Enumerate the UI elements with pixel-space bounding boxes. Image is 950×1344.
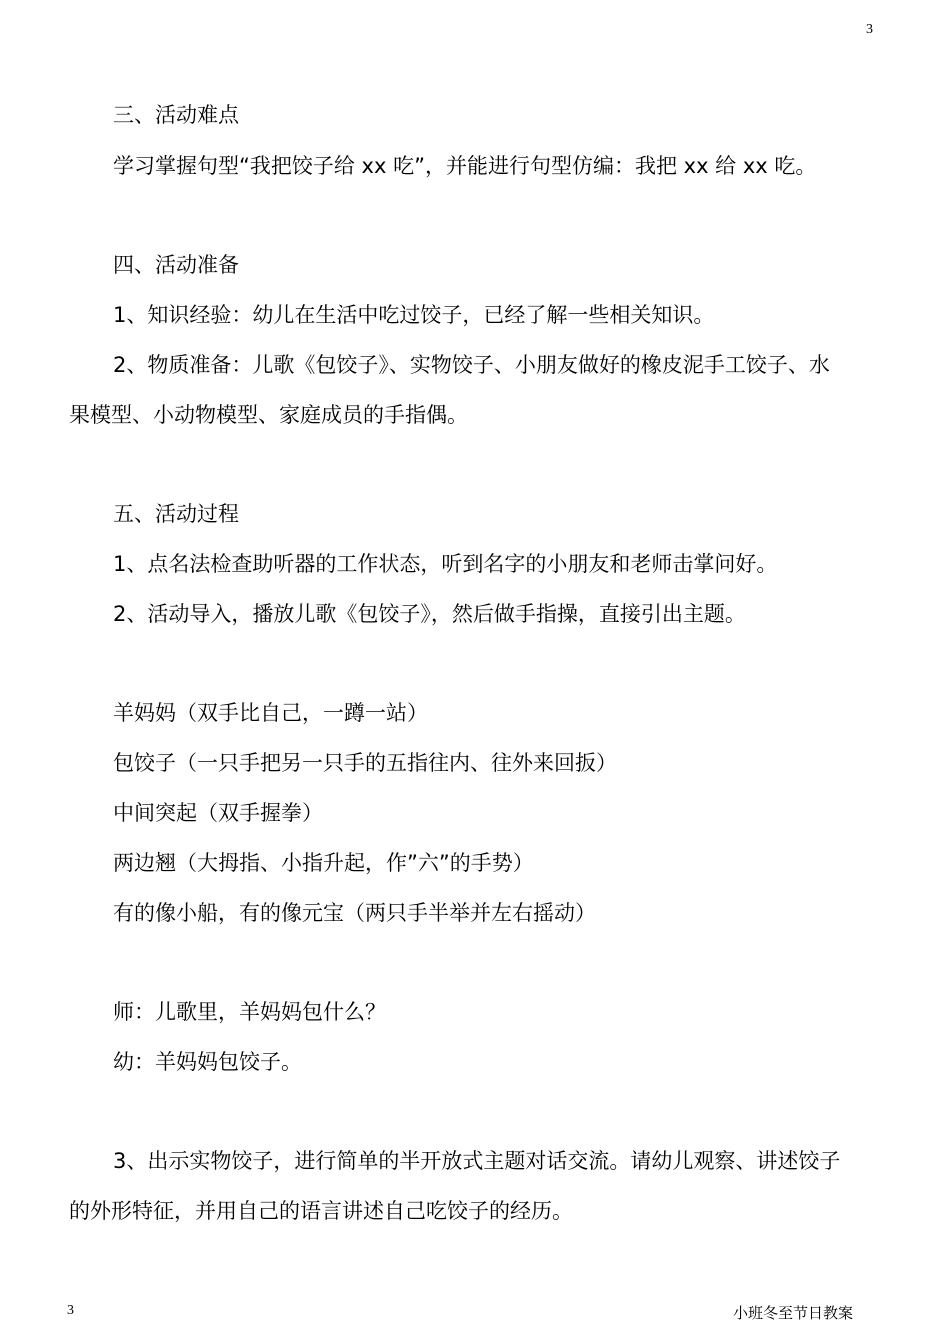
section3-text: 学习掌握句型“我把饺子给 xx 吃”，并能进行句型仿编：我把 xx 给 xx 吃。 bbox=[113, 154, 817, 178]
section5-item1: 1、点名法检查助听器的工作状态，听到名字的小朋友和老师击掌问好。 bbox=[113, 552, 778, 576]
rhyme-line: 羊妈妈（双手比自己，一蹲一站） bbox=[113, 701, 428, 725]
dialogue-teacher: 师：儿歌里，羊妈妈包什么？ bbox=[113, 1000, 386, 1024]
section4-title: 四、活动准备 bbox=[113, 253, 239, 277]
section3-title: 三、活动难点 bbox=[113, 103, 239, 127]
rhyme-line: 两边翘（大拇指、小指升起，作”六”的手势） bbox=[113, 851, 534, 875]
header-page-number: 3 bbox=[866, 22, 873, 37]
rhyme-line: 中间突起（双手握拳） bbox=[113, 801, 323, 825]
section4-item2-line2: 果模型、小动物模型、家庭成员的手指偶。 bbox=[69, 403, 468, 427]
section5-item2: 2、活动导入，播放儿歌《包饺子》，然后做手指操，直接引出主题。 bbox=[113, 602, 746, 626]
rhyme-line: 包饺子（一只手把另一只手的五指往内、往外来回扳） bbox=[113, 751, 617, 775]
section5-item3-line2: 的外形特征，并用自己的语言讲述自己吃饺子的经历。 bbox=[69, 1199, 573, 1223]
section5-title: 五、活动过程 bbox=[113, 502, 239, 526]
rhyme-line: 有的像小船，有的像元宝（两只手半举并左右摇动） bbox=[113, 901, 596, 925]
footer-doc-title: 小班冬至节日教案 bbox=[733, 1306, 854, 1322]
dialogue-child: 幼：羊妈妈包饺子。 bbox=[113, 1050, 302, 1074]
footer-page-number: 3 bbox=[67, 1303, 74, 1318]
section5-item3-line1: 3、出示实物饺子，进行简单的半开放式主题对话交流。请幼儿观察、讲述饺子 bbox=[113, 1149, 841, 1173]
section4-item2-line1: 2、物质准备：儿歌《包饺子》、实物饺子、小朋友做好的橡皮泥手工饺子、水 bbox=[113, 353, 830, 377]
section4-item1: 1、知识经验：幼儿在生活中吃过饺子，已经了解一些相关知识。 bbox=[113, 303, 715, 327]
